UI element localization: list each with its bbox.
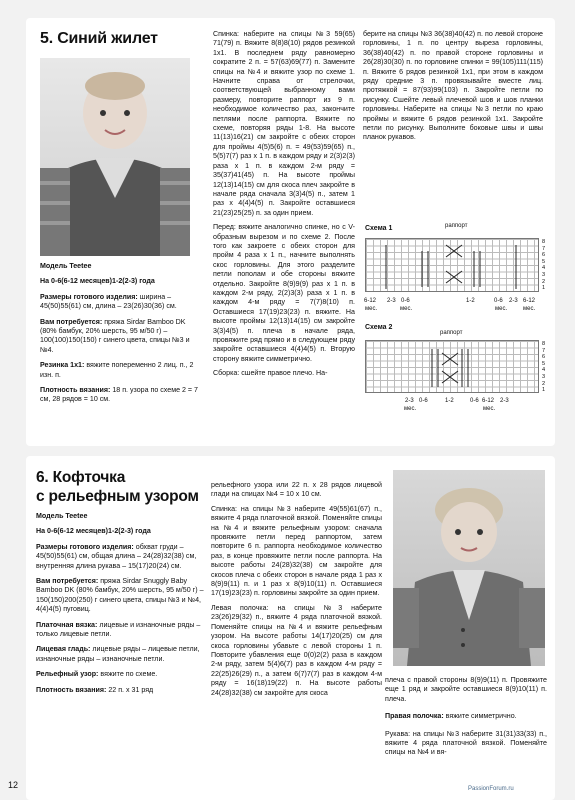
back-instructions: Спинка: на спицы №3 наберите 49(55)61(67) п., вяжите 4 ряда платочной вязкой. Поменяйте спицы на №4 и вяжите рельефным узором: сначала провяжите петли перед раппортом, затем повторите 6 п. раппорта необходимое количество раз, в конце провяжите петли после раппорта. На высоте работы 24(28)32(38) см закройте для скосов плеча с обеих сторон в начале ряда 1 раз х 8(9)9(11) п. и 1 раз х 8(9)10(11) п. Оставшиеся 17(19)23(23) п. горловины закройте за один прием. <box>211 504 382 598</box>
model-label: Модель Teetee <box>36 512 88 520</box>
scheme1-mes: мес. <box>495 306 508 312</box>
sizes-label: На 0-6(6-12 месяцев)1-2(2-3) года <box>40 277 155 286</box>
scheme1-mark: 2-3 <box>509 298 518 304</box>
left-front-continued: плеча с правой стороны 8(9)9(11) п. Провяжите еще 1 ряд и закройте оставшиеся 8(9)10(11) п. плеча. <box>385 676 547 703</box>
baby-cardigan-photo <box>393 470 545 666</box>
scheme2-mark: 0-6 <box>419 398 428 404</box>
relief-paragraph: Рельефный узор: вяжите по схеме. <box>36 670 158 679</box>
scheme1-title: Схема 1 <box>365 225 393 232</box>
rib-paragraph: Резинка 1х1: вяжите попеременно 2 лиц. п., 2 изн. п. <box>40 361 194 379</box>
scheme1-mark: 1-2 <box>466 298 475 304</box>
scheme1-mark: 6-12 <box>364 298 377 304</box>
scheme2-mark: 1-2 <box>445 398 454 404</box>
materials-paragraph: Вам потребуется: пряжа Sirdar Bamboo DK (80% бамбук, 20% шерсть, 95 м/50 г) – 100(100)150(150) г синего цвета, спицы №3 и №4. <box>40 317 190 354</box>
page-number: 12 <box>8 780 19 790</box>
baby-vest-photo <box>40 58 190 256</box>
stockinette-paragraph: Лицевая гладь: лицевые ряды – лицевые петли, изнаночные ряды – изнаночные петли. <box>36 645 200 663</box>
density-paragraph: Плотность вязания: 18 п. узора по схеме 2 = 7 см, 28 рядов = 10 см. <box>40 386 198 404</box>
dims-paragraph: Размеры готового изделия: обхват груди – 45(50)55(61) см, общая длина – 24(28)32(38) см, внутренняя длина рукава – 15(17)20(24) см. <box>36 542 197 570</box>
scheme2-mark: 2-3 <box>500 398 509 404</box>
scheme2-mes: мес. <box>483 406 496 412</box>
assembly-continued: берите на спицы №3 36(38)40(42) п. по левой стороне горловины, 1 п. по центру выреза горловины, 36(38)40(42) п. по правой стороне горловины и 26(28)30(30) п. по горловине спинки = 99(105)111(115) п. Вяжите 6 рядов резинкой 1х1, при этом в каждом ряду средние 3 п. провязывайте вместе лиц. протяжкой = 87(93)99(103) п. Закройте петли по рисунку. Сшейте левый плечевой шов и шов планки горловины. Наберите на спицы №3 петли по краю проймы и вяжите 6 рядов резинкой 1х1. Закройте петли по рисунку. Выполните боковые швы и швы планок рукавов. <box>363 30 543 142</box>
scheme1-rapport: раппорт <box>445 223 468 229</box>
watermark: PassionForum.ru <box>468 786 514 792</box>
dims-paragraph: Размеры готового изделия: ширина – 45(50)55(61) см, длина – 23(26)30(36) см. <box>40 292 177 311</box>
scheme2-rapport: раппорт <box>440 330 463 336</box>
scheme1-grid <box>365 238 539 292</box>
scheme1-mes: мес. <box>400 306 413 312</box>
scheme2-mark: 0-6 <box>470 398 479 404</box>
sleeves-instructions: Рукава: на спицы №3 наберите 31(31)33(33) п., вяжите 4 ряда платочной вязкой. Поменяйте спицы на №4 и вя- <box>385 729 547 757</box>
scheme1-mark: 0-6 <box>494 298 503 304</box>
scheme2-mark: 2-3 <box>405 398 414 404</box>
scheme2-grid <box>365 340 539 393</box>
density-continued: рельефного узора или 22 п. х 28 рядов лицевой глади на спицах №4 = 10 х 10 см. <box>211 481 382 499</box>
front-instructions: Перед: вяжите аналогично спинке, но с V-образным вырезом и по схеме 2. После того как закроете с обеих сторон для пройм 4 раза х 1 п., начните выполнять скос горловины. Для этого разделите петли пополам и обе стороны вяжите отдельно. Закройте 8(9)9(9) раз х 1 п. в каждом 2-м ряду, 2(2)3(3) раза х 1 п. в каждом 4-м ряду = 7(7)8(10) п. Оставшиеся 17(19)23(23) п. вяжите. На высоте проймы 12(13)14(15) см закройте 3(3)4(5) п. плеча в начале ряда, провяжите ряд прямо и в следующем ряду закройте оставшиеся 4(4)4(5) п. Вторую сторону вяжите симметрично. <box>213 223 355 363</box>
scheme2-row-numbers: 8 7 6 5 4 3 2 1 <box>542 341 546 394</box>
scheme1-row-numbers: 8 7 6 5 4 3 2 1 <box>542 239 546 292</box>
materials-paragraph: Вам потребуется: пряжа Sirdar Snuggly Baby Bamboo DK (80% бамбук, 20% шерсть, 95 м/50 г) – 150(150)200(250) г синего цвета, спицы №3 и №4, 4(4)4(5) пуговиц. <box>36 577 204 614</box>
scheme2-title: Схема 2 <box>365 324 393 331</box>
scheme1-mark: 0-6 <box>401 298 410 304</box>
scheme2-mes: мес. <box>404 406 417 412</box>
sizes-label: На 0-6(6-12 месяцев)1-2(2-3) года <box>36 527 151 536</box>
section-title: 6. Кофточка с рельефным узором <box>36 469 199 505</box>
model-label: Модель Teetee <box>40 262 92 270</box>
scheme1-mark: 2-3 <box>387 298 396 304</box>
assembly-instructions: Сборка: сшейте правое плечо. На- <box>213 369 328 378</box>
scheme1-mes: мес. <box>523 306 536 312</box>
scheme2-mark: 6-12 <box>482 398 495 404</box>
section-title: 5. Синий жилет <box>40 30 158 47</box>
left-front-instructions: Левая полочка: на спицы №3 наберите 23(26)29(32) п., вяжите 4 ряда платочной вязкой. Поменяйте спицы на №4 и вяжите рельефным узором. На высоте работы 14(17)20(25) см для скоса горловины убавьте с левой стороны 1 п. Повторите убавления еще 0(0)2(2) раза в каждом 2-м ряду, затем 5(4)6(7) раз в каждом 4-м ряду = 22(25)26(29) п., а затем 6(7)7(7) раз в каждом 4-м ряду = 16(18)19(22) п. На высоте работы 24(28)32(38) см закройте для скоса <box>211 603 382 697</box>
scheme1-mark: 6-12 <box>523 298 536 304</box>
garter-paragraph: Платочная вязка: лицевые и изнаночные ряды – только лицевые петли. <box>36 620 201 639</box>
right-front-instructions: Правая полочка: вяжите симметрично. <box>385 712 517 721</box>
back-instructions: Спинка: наберите на спицы №3 59(65) 71(79) п. Вяжите 8(8)8(10) рядов резинкой 1х1. В последнем ряду равномерно сократите 2 п. = 57(63)69(77) п. Замените спицы на №4 и вяжите узор по схеме 1. Начните справа от стрелочки, соответствующей выбранному вами размеру, повторите раппорт из 9 п. необходимое количество раз, закончите петлями после раппорта. Вяжите по схеме, повторяя ряды 1-8. На высоте 11(13)16(21) см закройте с обеих сторон для проймы 4(5)5(6) п. = 49(53)59(65) п., 5(5)7(7) раз х 1 п. в каждом ряду и 2(3)2(3) раза х 1 п. в каждом 2-м ряду = 35(37)41(45) п. На высоте проймы 12(13)14(15) см для скоса плеч закройте в начале ряда сначала 3(3)4(5) п., затем 1 раз х 4(4)4(5) п. Закройте оставшиеся 21(23)25(25) п. за один прием. <box>213 30 355 217</box>
scheme1-mes: мес. <box>365 306 378 312</box>
density-paragraph: Плотность вязания: 22 п. х 31 ряд <box>36 685 154 694</box>
